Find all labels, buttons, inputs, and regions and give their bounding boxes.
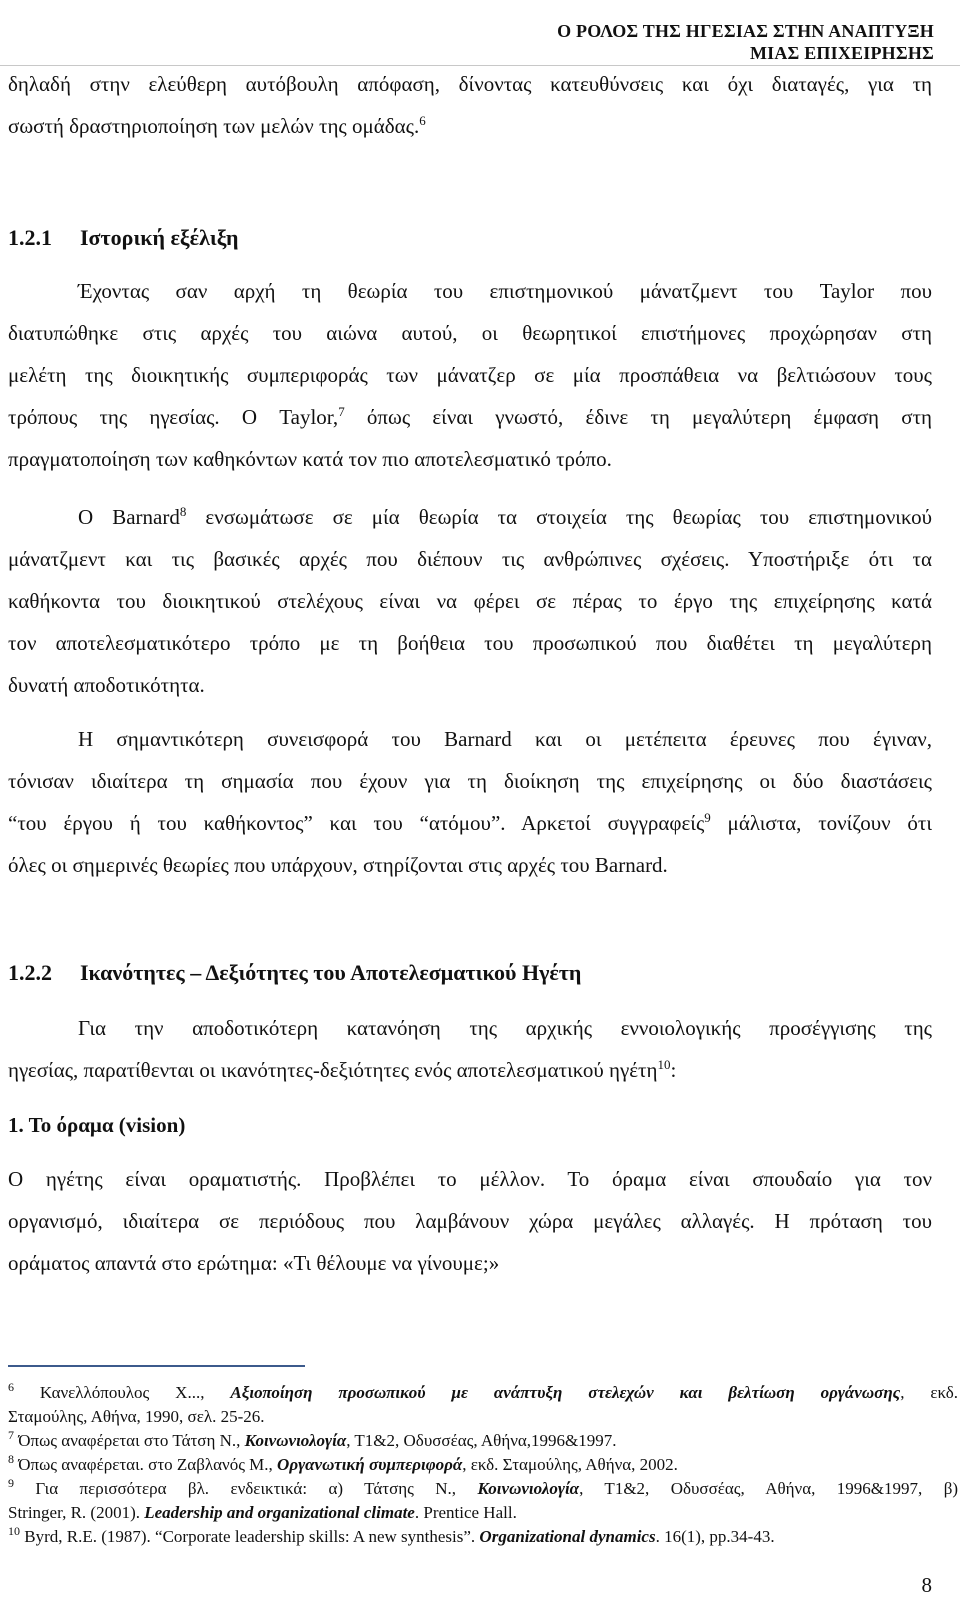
footnote-separator	[8, 1365, 305, 1367]
page-number: 8	[921, 1573, 932, 1597]
running-header-line-2: ΜΙΑΣ ΕΠΙΧΕΙΡΗΣΗΣ	[749, 43, 934, 63]
paragraph-taylor	[8, 270, 932, 480]
paragraph-line: μάνατζμεντ και τις βασικές αρχές που διέπουν τις ανθρώπινες σχέσεις. Υποστήριξε ότι τα	[8, 547, 932, 571]
footnote-10: $^{10}$ Byrd, R.E. (1987). “Corporate leadership skills: A new synthesis”. Organizational dynamics. 16(1), pp.34-43.	[8, 1524, 775, 1546]
paragraph-line: “του έργου ή του καθήκοντος” και του “ατόμου”. Αρκετοί συγγραφείς$^9$ μάλιστα, τονίζουν ότι	[8, 810, 932, 835]
paragraph-contribution	[8, 718, 932, 886]
footnote-8: $^8$ Όπως αναφέρεται. στο Ζαβλανός Μ., Οργανωτική συμπεριφορά, εκδ. Σταμούλης, Αθήνα, 2002.	[8, 1452, 678, 1474]
paragraph-line: μελέτη της διοικητικής συμπεριφοράς των μάνατζερ σε μία προσπάθεια να βελτιώσουν τους	[8, 363, 932, 387]
paragraph-line: Ο Barnard$^8$ ενσωμάτωσε σε μία θεωρία τα στοιχεία της θεωρίας του επιστημονικού	[78, 504, 932, 529]
paragraph-line: όλες οι σημερινές θεωρίες που υπάρχουν, στηρίζονται στις αρχές του Barnard.	[8, 853, 668, 877]
paragraph-line: τον αποτελεσματικότερο τρόπο με τη βοήθεια του προσωπικού που διαθέτει τη μεγαλύτερη	[8, 631, 932, 655]
footnote-ref-6: 6	[419, 113, 426, 128]
footnote-6: $^6$ Κανελλόπουλος Χ..., Αξιοποίηση προσωπικού με ανάπτυξη στελεχών και βελτίωση οργάνωσης, εκδ.	[8, 1380, 958, 1402]
section-heading-1-2-2	[8, 958, 581, 988]
intro-line-2: σωστή δραστηριοποίηση των μελών της ομάδας.$^6$	[8, 113, 426, 138]
paragraph-line: οράματος απαντά στο ερώτημα: «Τι θέλουμε να γίνουμε;»	[8, 1251, 500, 1275]
section-number: 1.2.2	[8, 960, 52, 985]
intro-line-1: δηλαδή στην ελεύθερη αυτόβουλη απόφαση, δίνοντας κατευθύνσεις και όχι διαταγές, για τη	[8, 72, 932, 96]
paragraph-line: Για την αποδοτικότερη κατανόηση της αρχικής εννοιολογικής προσέγγισης της	[78, 1016, 932, 1040]
footnote-ref-10: 10	[657, 1057, 671, 1072]
footnote-ref-7: 7	[338, 404, 345, 419]
paragraph-barnard	[8, 496, 932, 706]
paragraph-line: τρόπους της ηγεσίας. Ο Taylor,$^7$ όπως είναι γνωστό, έδινε τη μεγαλύτερη έμφαση στη	[8, 404, 932, 429]
running-header	[557, 20, 934, 64]
item-heading-vision: 1. Το όραμα (vision)	[8, 1113, 186, 1137]
footnote-ref-8: 8	[179, 504, 187, 519]
paragraph-line: διατυπώθηκε στις αρχές του αιώνα αυτού, οι θεωρητικοί επιστήμονες προχώρησαν στη	[8, 321, 932, 345]
footnote-ref-9: 9	[704, 810, 711, 825]
footnotes	[8, 1381, 958, 1549]
footnote-6-line-2: Σταμούλης, Αθήνα, 1990, σελ. 25-26.	[8, 1407, 265, 1426]
paragraph-line: οργανισμό, ιδιαίτερα σε περιόδους που λαμβάνουν χώρα μεγάλες αλλαγές. Η πρόταση του	[8, 1209, 932, 1233]
running-header-line-1: Ο ΡΟΛΟΣ ΤΗΣ ΗΓΕΣΙΑΣ ΣΤΗΝ ΑΝΑΠΤΥΞΗ	[557, 21, 934, 41]
paragraph-line: τόνισαν ιδιαίτερα τη σημασία που έχουν για τη διοίκηση της επιχείρησης οι δύο διαστάσεις	[8, 769, 932, 793]
section-number: 1.2.1	[8, 225, 52, 250]
section-heading-1-2-1	[8, 223, 239, 253]
footnote-9: $^9$ Για περισσότερα βλ. ενδεικτικά: α) Τάτσης Ν., Κοινωνιολογία, Τ1&2, Οδυσσέας, Αθήνα, 1996&1997, β)	[8, 1476, 959, 1498]
paragraph-line: δυνατή αποδοτικότητα.	[8, 673, 205, 697]
paragraph-line: Ο ηγέτης είναι οραματιστής. Προβλέπει το μέλλον. Το όραμα είναι σπουδαίο για τον	[8, 1167, 932, 1191]
paragraph-skills-intro	[8, 1007, 932, 1091]
section-title: Ιστορική εξέλιξη	[80, 225, 239, 250]
paragraph-vision	[8, 1158, 932, 1284]
paragraph-line: καθήκοντα του διοικητικού στελέχους είναι να φέρει σε πέρας το έργο της επιχείρησης κατά	[8, 589, 932, 613]
paragraph-line: Έχοντας σαν αρχή τη θεωρία του επιστημονικού μάνατζμεντ του Taylor που	[78, 279, 932, 303]
intro-paragraph	[8, 63, 932, 147]
paragraph-line: ηγεσίας, παρατίθενται οι ικανότητες-δεξιότητες ενός αποτελεσματικού ηγέτη$^{10}$:	[8, 1057, 677, 1082]
footnote-9-line-2: Stringer, R. (2001). Leadership and organizational climate. Prentice Hall.	[8, 1503, 517, 1522]
paragraph-line: Η σημαντικότερη συνεισφορά του Barnard και οι μετέπειτα έρευνες που έγιναν,	[78, 727, 932, 751]
paragraph-line: πραγματοποίηση των καθηκόντων κατά τον πιο αποτελεσματικό τρόπο.	[8, 447, 612, 471]
footnote-7: $^7$ Όπως αναφέρεται στο Τάτση Ν., Κοινωνιολογία, Τ1&2, Οδυσσέας, Αθήνα,1996&1997.	[8, 1428, 617, 1450]
section-title: Ικανότητες – Δεξιότητες του Αποτελεσματικού Ηγέτη	[80, 960, 582, 985]
